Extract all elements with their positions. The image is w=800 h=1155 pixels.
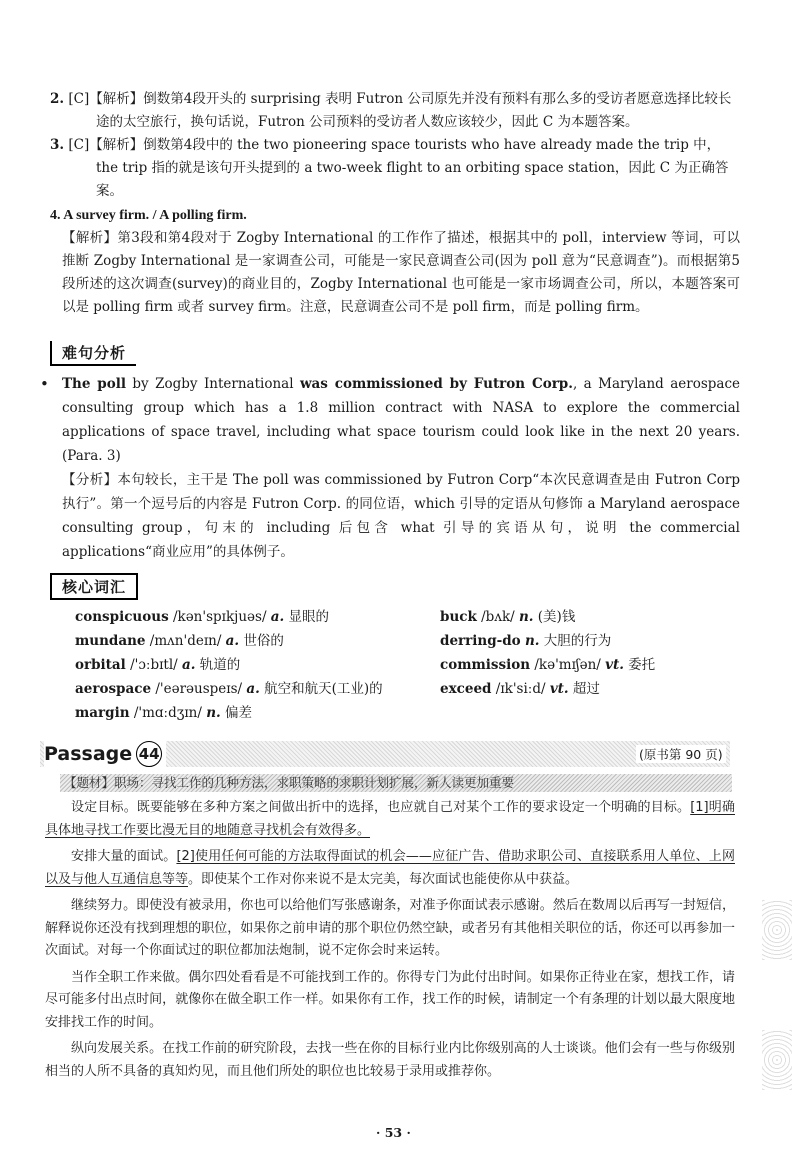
vocab-pos: vt. (549, 681, 569, 697)
scan-noise (762, 1030, 792, 1090)
vocab-item (75, 605, 415, 629)
paragraph-text: 安排大量的面试。 (71, 849, 177, 864)
paragraph-text: 。即使某个工作对你来说不是太完美，每次面试也能使你从中获益。 (188, 871, 579, 887)
vocab-pos: n. (206, 705, 221, 721)
vocab-pos: n. (524, 633, 540, 649)
passage-number: 44 (136, 741, 162, 767)
vocab-list-right (440, 605, 740, 701)
vocab-item (440, 677, 740, 701)
sentence-text (40, 372, 740, 468)
answer-4 (50, 204, 740, 319)
vocab-meaning: 超过 (568, 681, 600, 697)
sentence-subject: The poll (62, 376, 126, 392)
vocab-word: derring-do (440, 633, 521, 649)
vocab-phonetic: /mʌn'deɪn/ (145, 633, 226, 649)
answer-number: 3. (50, 137, 65, 153)
vocab-phonetic: /'mɑːdʒɪn/ (129, 705, 207, 721)
vocab-word: buck (440, 609, 477, 625)
vocab-meaning: 航空和航天(工业)的 (259, 681, 383, 697)
vocab-word: orbital (75, 657, 126, 673)
vocab-item (440, 629, 740, 653)
vocab-meaning: 大胆的行为 (539, 633, 612, 649)
vocab-word: exceed (440, 681, 492, 697)
passage-label: Passage (44, 743, 133, 765)
paragraph (45, 846, 735, 891)
answer-4-title: 4. A survey firm. / A polling firm. (50, 208, 247, 223)
vocab-pos: a. (246, 681, 260, 697)
source-page-ref: (原书第 90 页) (636, 745, 726, 763)
sentence-predicate: was commissioned by Futron Corp. (299, 376, 573, 392)
sentence-segment: , a Maryland aerospace consulting group which has a 1.8 million contract with NASA to explore the commercial applications of space travel, including what space tourism could look like in the next 20 years. (Para. 3) (62, 376, 741, 464)
paragraph: 继续努力。即使没有被录用，你也可以给他们写张感谢条，对准予你面试表示感谢。然后在数周以后再写一封短信，解释说你还没有找到理想的职位，如果你之前申请的那个职位仍然空缺，或者另有其他相关职位的话，你还可以再参加一次面试。对每一个你面试过的职位都加法炮制，说不定你会时来运转。 (45, 898, 735, 958)
vocab-meaning: 偏差 (220, 705, 252, 721)
vocab-phonetic: /ɪk'siːd/ (491, 681, 550, 697)
vocab-word: margin (75, 705, 130, 721)
answer-text: [C]【解析】倒数第4段中的 the two pioneering space tourists who have already made the trip 中，the trip 指的就是该句开头提到的 a two-week flight to an orbiting space station，因此 C 为正确答案。 (68, 137, 729, 199)
scan-noise (762, 900, 792, 960)
vocab-word: commission (440, 657, 531, 673)
vocab-pos: vt. (605, 657, 624, 673)
underlined-sentence-2: [2]使用任何可能的方法取得面试的机会——应征广告、借助求职公司、直接联系用人单位、上网以及与他人互通信息等等 (45, 849, 735, 887)
vocab-list-left (75, 605, 415, 725)
vocab-item (75, 701, 415, 725)
answer-number: 2. (50, 91, 65, 107)
vocab-pos: a. (270, 609, 285, 625)
vocab-meaning: (美)钱 (533, 609, 576, 625)
vocab-phonetic: /'ɔːbɪtl/ (125, 657, 182, 673)
vocab-pos: n. (518, 609, 534, 625)
difficult-sentence-heading: 难句分析 (50, 341, 136, 366)
vocab-pos: a. (225, 633, 240, 649)
vocab-phonetic: /bʌk/ (476, 609, 519, 625)
vocab-meaning: 显眼的 (284, 609, 330, 625)
answer-3 (50, 134, 740, 203)
vocab-meaning: 委托 (623, 657, 656, 673)
bullet: • (40, 375, 49, 393)
answer-2 (50, 88, 740, 134)
topic-bar: 【题材】职场：寻找工作的几种方法，求职策略的求职计划扩展，新人读更加重要 (60, 774, 732, 792)
page-number: · 53 · (376, 1125, 411, 1140)
passage-title (44, 741, 166, 767)
vocab-item (440, 653, 740, 677)
vocab-phonetic: /kə'mɪʃən/ (530, 657, 606, 673)
vocab-pos: a. (182, 657, 196, 673)
vocab-item (75, 653, 415, 677)
vocab-phonetic: /'eərəuspeɪs/ (151, 681, 247, 697)
difficult-sentence (40, 372, 740, 564)
core-vocab-heading: 核心词汇 (50, 573, 138, 600)
vocab-meaning: 轨道的 (195, 657, 241, 673)
paragraph: 纵向发展关系。在找工作前的研究阶段，去找一些在你的目标行业内比你级别高的人士谈谈。他们会有一些与你级别相当的人所不具备的真知灼见，而且他们所处的职位也比较易于录用或推荐你。 (45, 1041, 735, 1079)
paragraph (45, 797, 735, 842)
paragraph: 当作全职工作来做。偶尔四处看看是不可能找到工作的。你得专门为此付出时间。如果你正待业在家，想找工作，请尽可能多付出点时间，就像你在做全职工作一样。如果你有工作，找工作的时候，请制定一个有条理的计划以最大限度地安排找工作的时间。 (45, 969, 735, 1030)
vocab-word: aerospace (75, 681, 152, 697)
vocab-word: mundane (75, 633, 146, 649)
sentence-segment: by Zogby International (125, 376, 300, 392)
vocab-item (440, 605, 740, 629)
paragraph-text: 设定目标。既要能够在多种方案之间做出折中的选择，也应就自己对某个工作的要求设定一个明确的目标。 (71, 800, 691, 815)
sentence-analysis: 【分析】本句较长，主干是 The poll was commissioned by Futron Corp“本次民意调查是由 Futron Corp 执行”。第一个逗号后的内容是 Futron Corp. 的同位语，which 引导的定语从句修饰 a Maryland aerospace consulting group，句末的 including 后包含 what 引导的宾语从句，说明 the commercial applications“商业应用”的具体例子。 (62, 472, 740, 560)
answer-text: [C]【解析】倒数第4段开头的 surprising 表明 Futron 公司原先并没有预料有那么多的受访者愿意选择比较长途的太空旅行，换句话说，Futron 公司预料的受访者人数应该较少，因此 C 为本题答案。 (68, 91, 732, 130)
passage-translation (45, 797, 735, 1087)
vocab-phonetic: /kən'spɪkjuəs/ (168, 609, 271, 625)
vocab-meaning: 世俗的 (239, 633, 284, 649)
vocab-item (75, 677, 415, 701)
vocab-item (75, 629, 415, 653)
underlined-sentence-1: [1]明确具体地寻找工作要比漫无目的地随意寻找机会有效得多。 (45, 800, 735, 838)
answer-4-explanation: 【解析】第3段和第4段对于 Zogby International 的工作作了描述，根据其中的 poll，interview 等词，可以推断 Zogby International 是一家调查公司，可能是一家民意调查公司(因为 poll 意为“民意调查”)。而根据第5段所述的这次调查(survey)的商业目的，Zogby International 也可能是一家市场调查公司，所以，本题答案可以是 polling firm 或者 survey firm。注意，民意调查公司不是 poll firm，而是 polling firm。 (62, 230, 740, 315)
vocab-word: conspicuous (75, 609, 169, 625)
